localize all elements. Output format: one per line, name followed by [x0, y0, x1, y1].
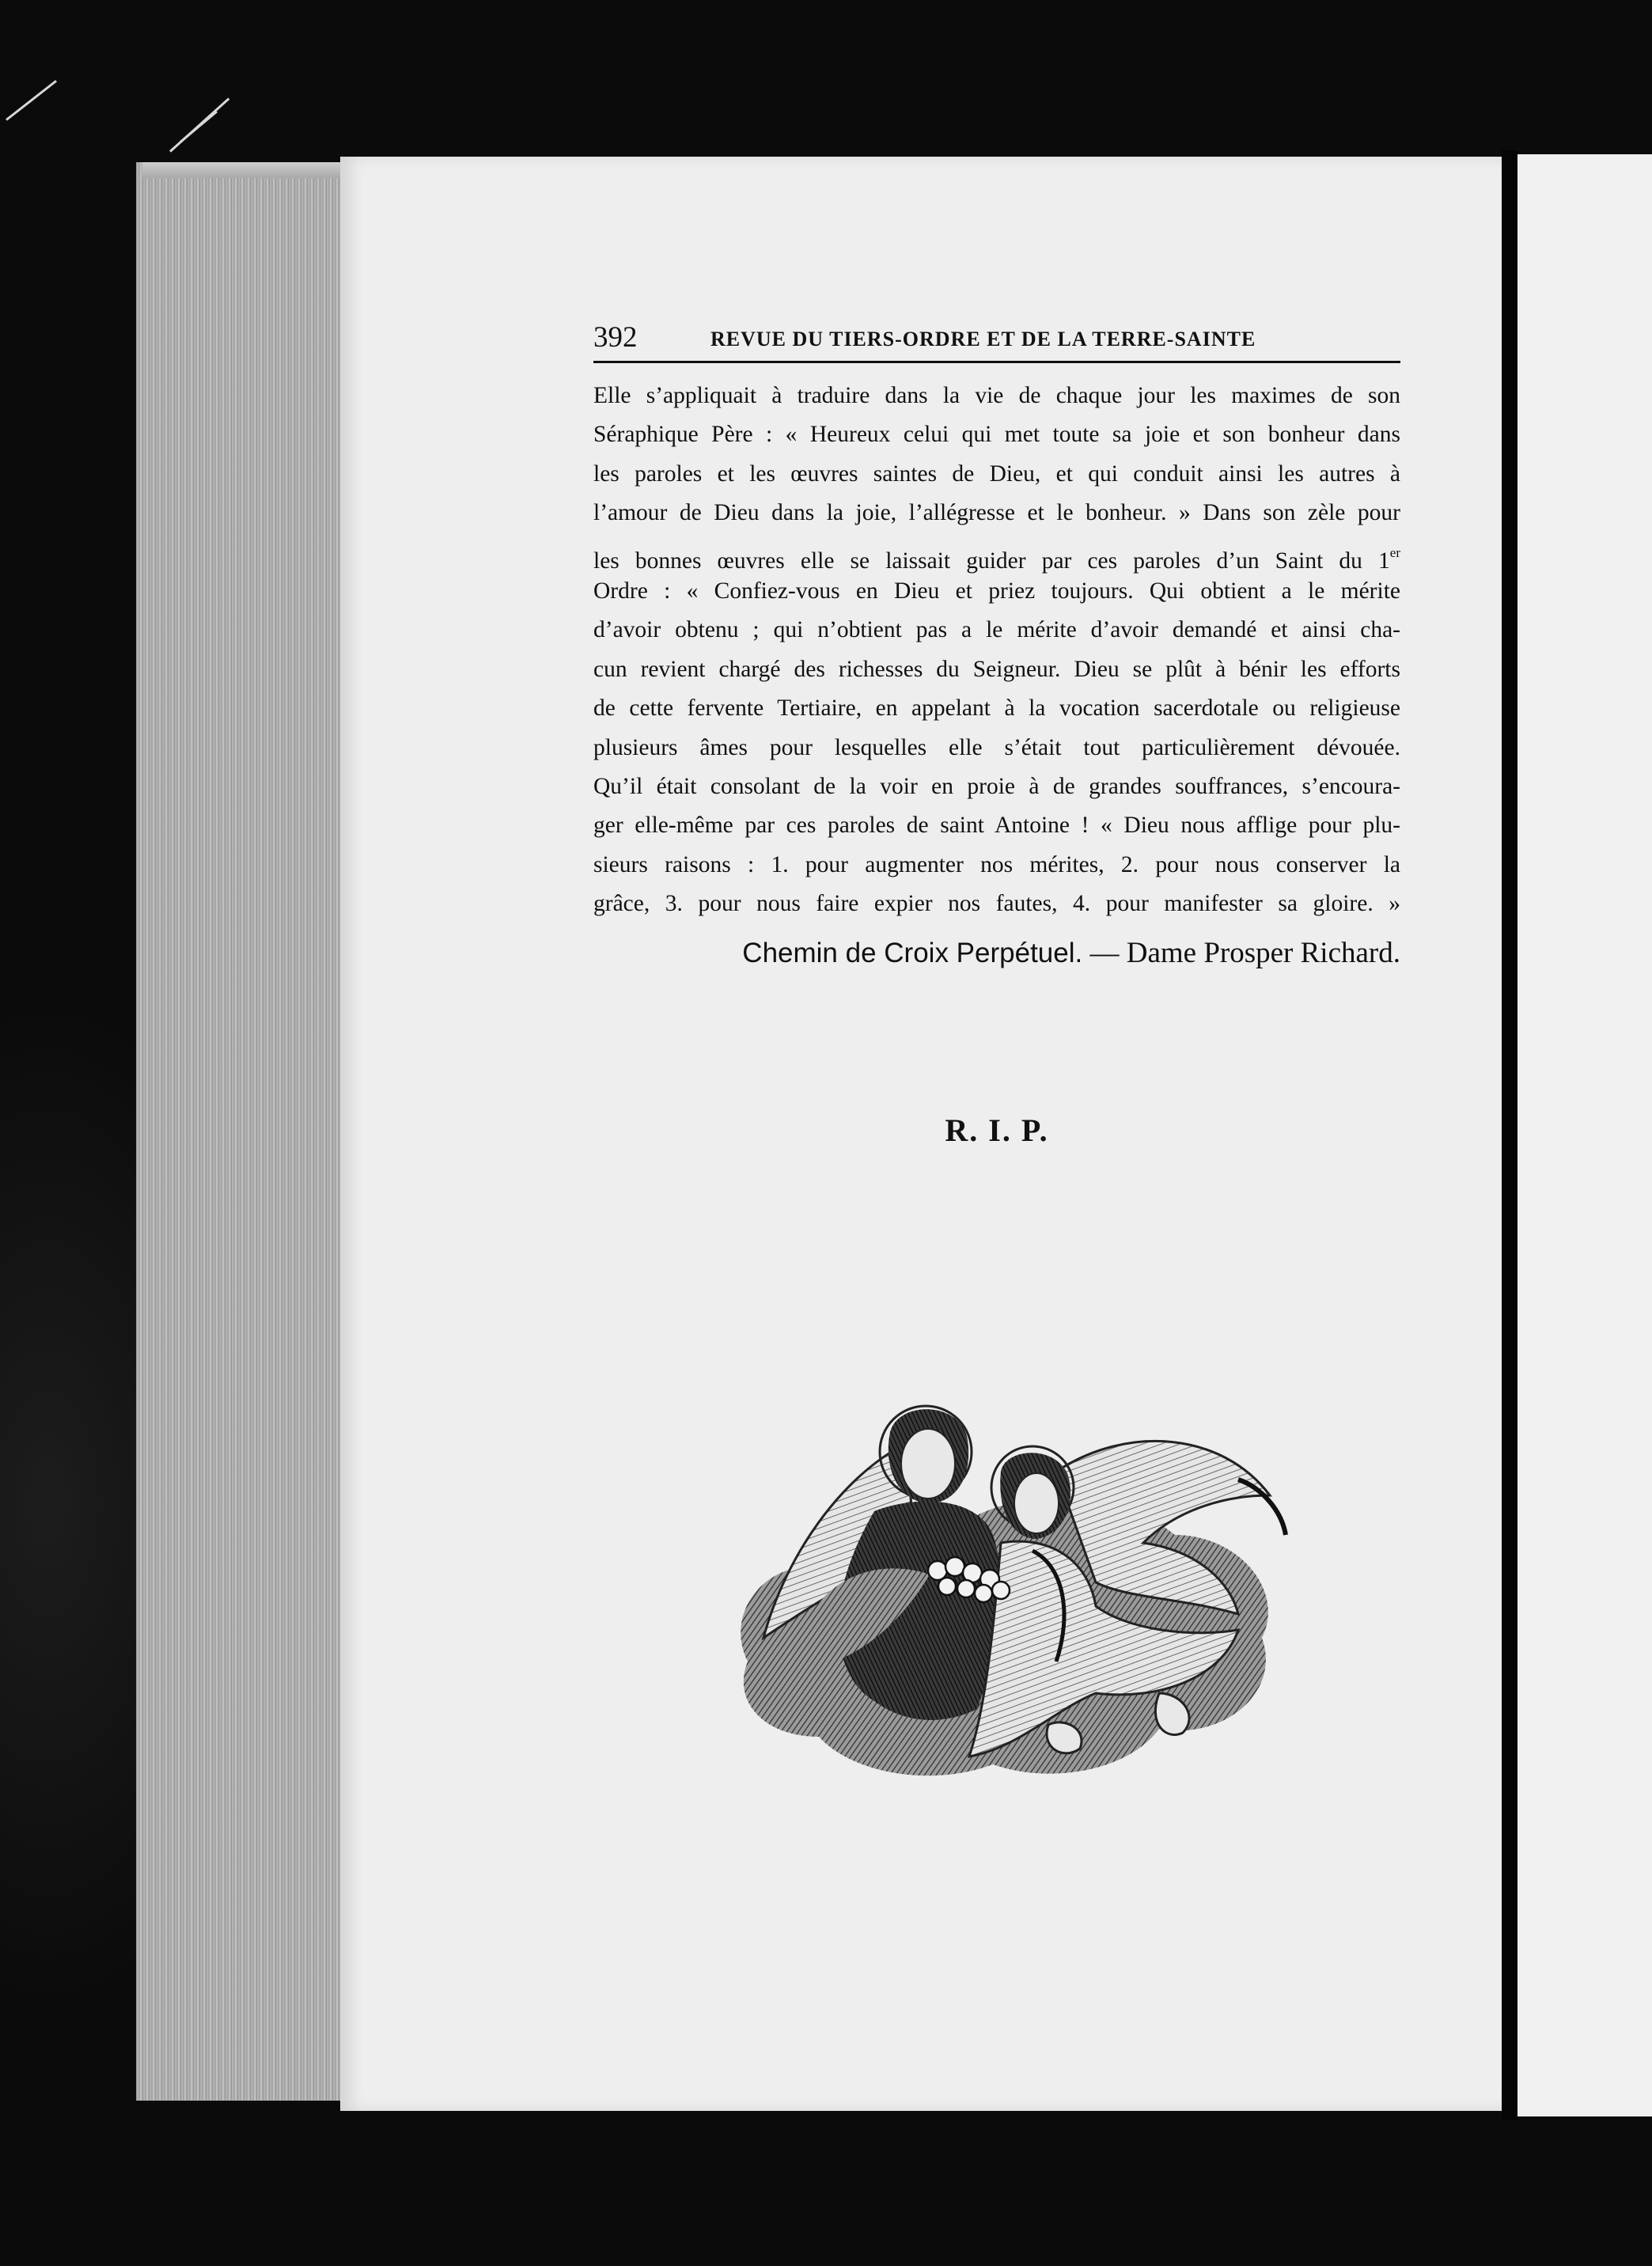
book-page-edges	[136, 162, 348, 2101]
text-line: cun revient chargé des richesses du Seigneur. Dieu se plût à bénir les efforts	[593, 656, 1400, 682]
text-line: d’avoir obtenu ; qui n’obtient pas a le mérite d’avoir demandé et ainsi cha-	[593, 617, 1400, 643]
book-gutter	[1502, 150, 1517, 2120]
ordinal-superscript: er	[1389, 544, 1401, 560]
text-line: les paroles et les œuvres saintes de Dieu, et qui conduit ainsi les autres à	[593, 460, 1400, 487]
text-line: grâce, 3. pour nous faire expier nos fautes, 4. pour manifester sa gloire. »	[593, 891, 1400, 917]
text-line: Ordre : « Confiez-vous en Dieu et priez toujours. Qui obtient a le mérite	[593, 578, 1400, 604]
text-line: sieurs raisons : 1. pour augmenter nos mérites, 2. pour nous conserver la	[593, 851, 1400, 877]
book-page-edges-top	[142, 162, 348, 178]
notice-line	[625, 936, 1400, 970]
text-line-main: les bonnes œuvres elle se laissait guider par ces paroles d’un Saint du	[593, 548, 1362, 574]
notice-name: — Dame Prosper Richard.	[1089, 937, 1400, 969]
text-line: plusieurs âmes pour lesquelles elle s’était tout particulièrement dévouée.	[593, 734, 1400, 760]
page-header	[593, 316, 1400, 363]
text-line: ger elle-même par ces paroles de saint Antoine ! « Dieu nous afflige pour plu-	[593, 813, 1400, 839]
notice-title: Chemin de Croix Perpétuel.	[742, 938, 1083, 968]
body-paragraph	[593, 377, 1400, 923]
text-line	[593, 533, 1400, 572]
running-title: REVUE DU TIERS-ORDRE ET DE LA TERRE-SAINTE	[710, 328, 1256, 351]
angels-engraving-icon	[716, 1377, 1290, 1788]
text-line: Elle s’appliquait à traduire dans la vie de chaque jour les maximes de son	[593, 383, 1400, 408]
text-line: de cette fervente Tertiaire, en appelant à la vocation sacerdotale ou religieuse	[593, 695, 1400, 722]
text-line: Séraphique Père : « Heureux celui qui met toute sa joie et son bonheur dans	[593, 422, 1400, 448]
facing-page	[1517, 154, 1652, 2116]
page-number: 392	[593, 321, 638, 354]
text-line: l’amour de Dieu dans la joie, l’allégresse et le bonheur. » Dans son zèle pour	[593, 500, 1400, 526]
ordinal-number: 1	[1378, 548, 1390, 574]
text-line: Qu’il était consolant de la voir en proie à de grandes souffrances, s’encoura-	[593, 773, 1400, 799]
rip-heading: R. I. P.	[945, 1112, 1049, 1148]
